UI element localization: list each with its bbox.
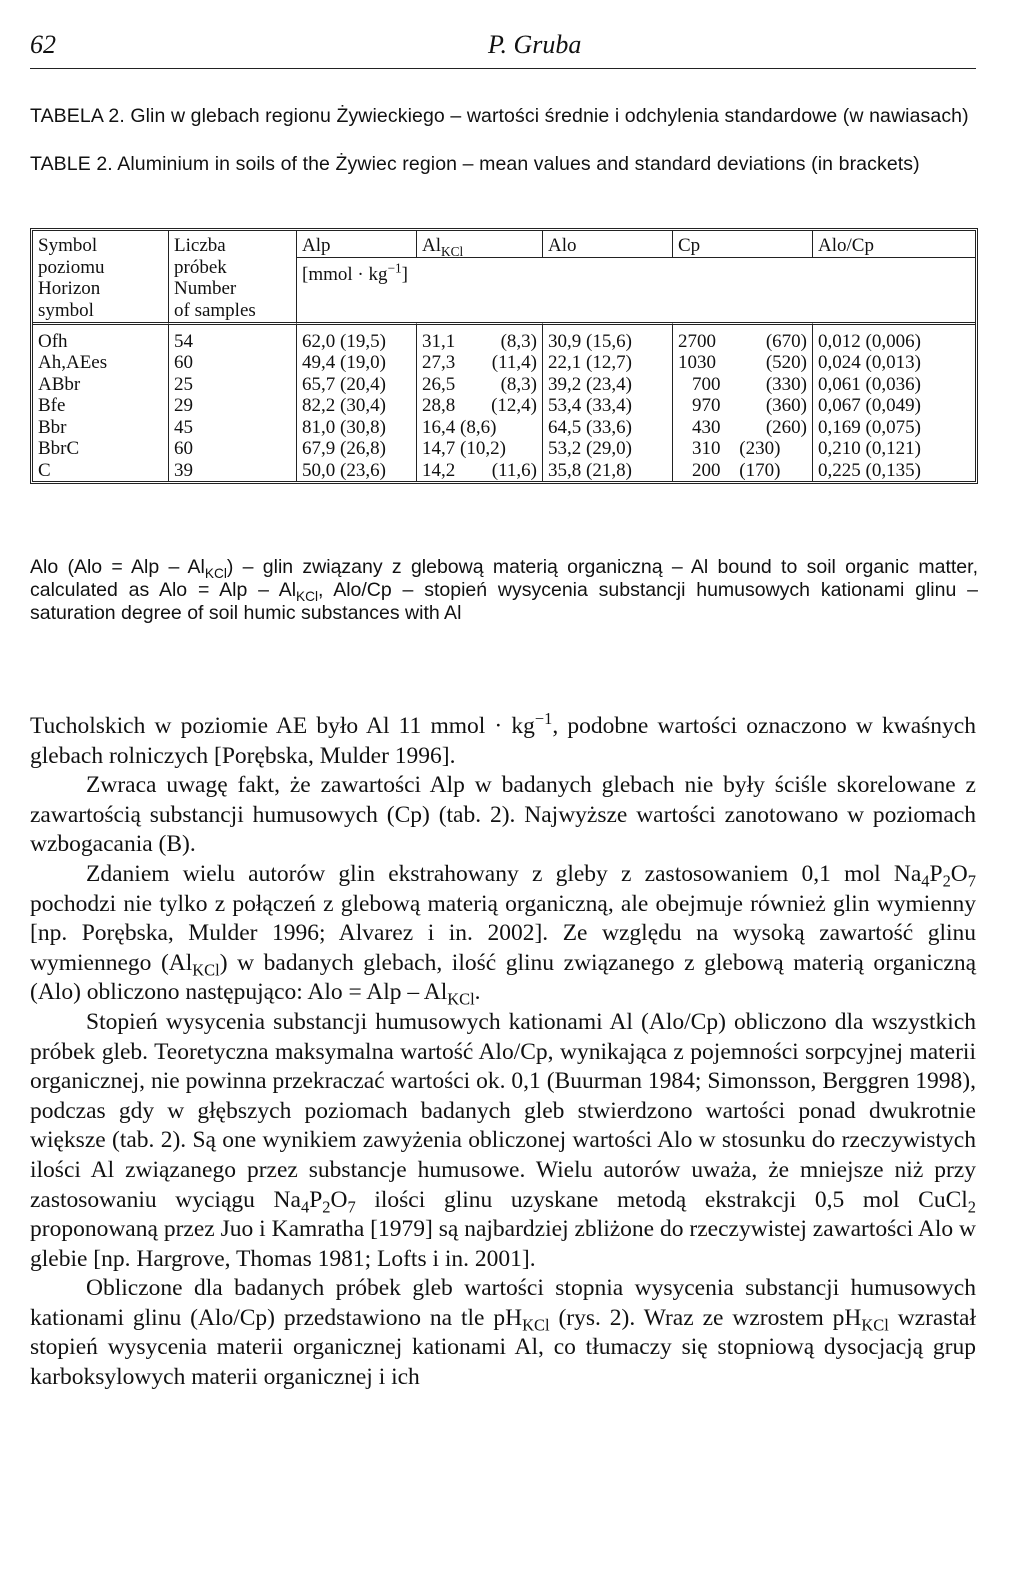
table-header-row: [33, 231, 975, 258]
table-row: [33, 438, 975, 460]
table-caption-polish: TABELA 2. Glin w glebach regionu Żywieckiego – wartości średnie i odchylenia standardowe (w nawiasach): [30, 105, 969, 127]
cell-alo: 35,8 (21,8): [542, 460, 672, 482]
cell-n: 29: [168, 395, 296, 417]
paragraph-1: Tucholskich w poziomie AE było Al 11 mmol · $kg^{-1}$, podobne wartości oznaczono w kwaśnych glebach rolniczych [Porębska, Mulder 1996].: [30, 709, 976, 769]
cell-alocp: 0,225 (0,135): [812, 460, 975, 482]
table-row: [33, 374, 975, 396]
cell-alkcl: 16,4 (8,6): [416, 417, 542, 439]
cell-alkcl: 14,7 (10,2): [416, 438, 542, 460]
cell-alo: 39,2 (23,4): [542, 374, 672, 396]
cell-symbol: Ofh: [38, 330, 68, 352]
cell-alocp: 0,024 (0,013): [812, 352, 975, 374]
cell-alo: 53,2 (29,0): [542, 438, 672, 460]
table-row: [33, 352, 975, 374]
cell-cp: 1030 (520): [672, 352, 812, 374]
running-title: P. Gruba: [488, 30, 582, 59]
cell-alp: 81,0 (30,8): [296, 417, 416, 439]
header-alp: Alp: [296, 231, 416, 258]
cell-alocp: 0,210 (0,121): [812, 438, 975, 460]
page-number: 62: [30, 30, 56, 59]
cell-alp: 50,0 (23,6): [296, 460, 416, 482]
cell-n: 60: [168, 352, 296, 374]
cell-alkcl: 31,1 (8,3): [416, 325, 542, 353]
cell-n: 39: [168, 460, 296, 482]
body-text: [30, 709, 976, 1393]
cell-symbol: BbrC: [38, 438, 80, 459]
cell-alkcl: 27,3 (11,4): [416, 352, 542, 374]
paragraph-2: Zwraca uwagę fakt, że zawartości Alp w badanych glebach nie były ściśle skorelowane z zawartością substancji humusowych (Cp) (tab. 2). Najwyższe wartości zanotowano w poziomach wzbogacania (B).: [30, 772, 976, 858]
cell-alkcl: 14,2 (11,6): [416, 460, 542, 482]
cell-cp: 2700 (670): [672, 325, 812, 353]
cell-alocp: 0,061 (0,036): [812, 374, 975, 396]
cell-cp: 430 (260): [672, 417, 812, 439]
cell-symbol: C: [38, 459, 51, 481]
header-alkcl: $Al_{KCl}$: [416, 231, 542, 258]
table-row: [33, 395, 975, 417]
cell-symbol: Ah,AEes: [38, 352, 108, 373]
table-footnote: Alo (Alo = Alp – $Al_{KCl}$) – glin związany z glebową materią organiczną – Al bound to soil organic matter, calculated as Alo = Alp – $Al_{KCl}$, Alo/Cp – stopień wysycenia substancji humusowych kationami glinu – saturation degree of soil humic substances with Al: [30, 556, 978, 624]
cell-cp: 970 (360): [672, 395, 812, 417]
paragraph-4: Stopień wysycenia substancji humusowych kationami Al (Alo/Cp) obliczono dla wszystkich próbek gleb. Teoretyczna maksymalna wartość Alo/Cp, wynikająca z pojemności sorpcyjnej materii organicznej, nie powinna przekraczać wartości ok. 0,1 (Buurman 1984; Simonsson, Berggren 1998), podczas gdy w głębszych poziomach badanych gleb stwierdzono wartości ponad dwukrotnie większe (tab. 2). Są one wynikiem zawyżenia obliczonej wartości Alo w stosunku do rzeczywistych ilości Al związanego przez substancje humusowe. Wielu autorów uważa, że mniejsze niż przy zastosowaniu wyciągu $Na_4P_2O_7$ ilości glinu uzyskane metodą ekstrakcji 0,5 mol CuCl$_2$ proponowaną przez Juo i Kamratha [1979] są najbardziej zbliżone do rzeczywistej zawartości Alo w glebie [np. Hargrove, Thomas 1981; Lofts i in. 2001].: [30, 1008, 976, 1272]
cell-cp: 700 (330): [672, 374, 812, 396]
cell-alkcl: 28,8 (12,4): [416, 395, 542, 417]
cell-alp: 65,7 (20,4): [296, 374, 416, 396]
header-symbol: Symbol poziomu Horizon symbol: [38, 235, 105, 321]
header-number: Liczba próbek Number of samples: [168, 231, 296, 322]
header-alo: Alo: [542, 231, 672, 258]
cell-alp: 67,9 (26,8): [296, 438, 416, 460]
table-row: [33, 417, 975, 439]
table-caption-english: TABLE 2. Aluminium in soils of the Żywiec region – mean values and standard deviations (in brackets): [30, 153, 920, 175]
cell-alocp: 0,067 (0,049): [812, 395, 975, 417]
aluminium-table: [30, 228, 978, 484]
header-cp: Cp: [672, 231, 812, 258]
cell-symbol: Bfe: [38, 395, 66, 416]
cell-n: 60: [168, 438, 296, 460]
cell-alocp: 0,169 (0,075): [812, 417, 975, 439]
page-header: [30, 30, 976, 69]
cell-alkcl: 26,5 (8,3): [416, 374, 542, 396]
cell-alo: 64,5 (33,6): [542, 417, 672, 439]
cell-alo: 30,9 (15,6): [542, 325, 672, 353]
cell-symbol: ABbr: [38, 373, 81, 395]
cell-alp: 82,2 (30,4): [296, 395, 416, 417]
cell-cp: 200 (170): [672, 460, 812, 482]
cell-alp: 49,4 (19,0): [296, 352, 416, 374]
header-unit: [mmol · $kg^{-1}$]: [296, 258, 975, 322]
cell-n: 45: [168, 417, 296, 439]
cell-n: 54: [168, 325, 296, 353]
table-row: [33, 460, 975, 482]
cell-alo: 22,1 (12,7): [542, 352, 672, 374]
cell-alp: 62,0 (19,5): [296, 325, 416, 353]
cell-n: 25: [168, 374, 296, 396]
header-alocp: Alo/Cp: [812, 231, 975, 258]
cell-alo: 53,4 (33,4): [542, 395, 672, 417]
cell-symbol: Bbr: [38, 416, 67, 438]
cell-cp: 310 (230): [672, 438, 812, 460]
paragraph-3: Zdaniem wielu autorów glin ekstrahowany z gleby z zastosowaniem 0,1 mol $Na_4P_2O_7$ pochodzi nie tylko z połączeń z glebową materią organiczną, ale obejmuje również glin wymienny [np. Porębska, Mulder 1996; Alvarez i in. 2002]. Ze względu na wysoką zawartość glinu wymiennego $(Al_{KCl})$ w badanych glebach, ilość glinu związanego z glebową materią organiczną (Alo) obliczono następująco: Alo = Alp – $Al_{KCl}$.: [30, 860, 976, 1010]
table-row: [33, 325, 975, 353]
paragraph-5: Obliczone dla badanych próbek gleb wartości stopnia wysycenia substancji humusowych kationami glinu (Alo/Cp) przedstawiono na tle $pH_{KCl}$ (rys. 2). Wraz ze wzrostem $pH_{KCl}$ wzrastał stopień wysycenia materii organicznej kationami Al, co tłumaczy się stopniową dysocjacją grup karboksylowych materii organicznej i ich: [30, 1275, 976, 1391]
cell-alocp: 0,012 (0,006): [812, 325, 975, 353]
